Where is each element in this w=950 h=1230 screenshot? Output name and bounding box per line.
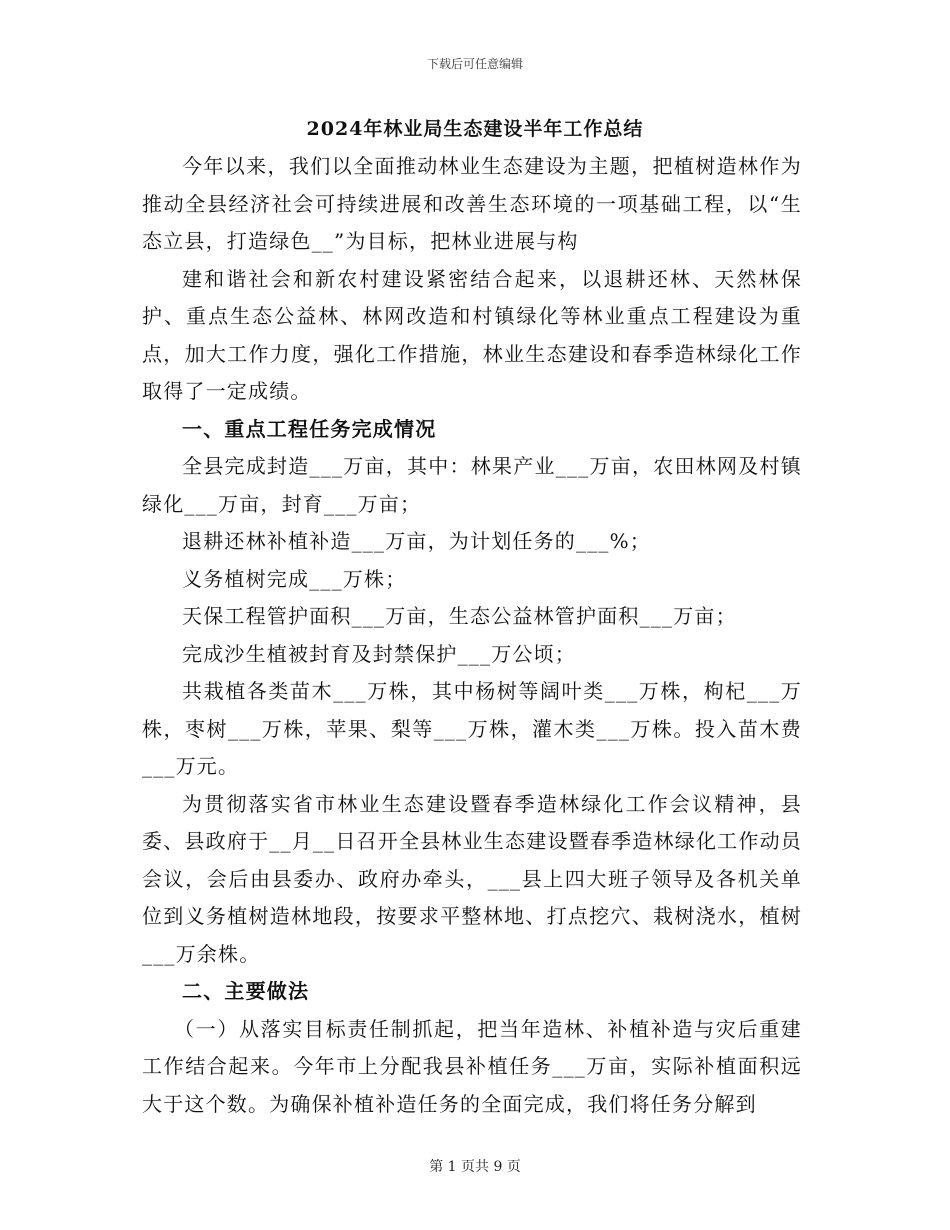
- paragraph: （一）从落实目标责任制抓起，把当年造林、补植补造与灾后重建工作结合起来。今年市上分配我县补植任务___万亩，实际补植面积远大于这个数。为确保补植补造任务的全面完成，我们将任务分解到: [142, 1016, 802, 1116]
- paragraph: 全县完成封造___万亩，其中：林果产业___万亩，农田林网及村镇绿化___万亩，封育___万亩；: [142, 454, 802, 516]
- paragraph: 为贯彻落实省市林业生态建设暨春季造林绿化工作会议精神，县委、县政府于__月__日召开全县林业生态建设暨春季造林绿化工作动员会议，会后由县委办、政府办牵头，___县上四大班子领导及各机关单位到义务植树造林地段，按要求平整林地、打点挖穴、栽树浇水，植树___万余株。: [142, 791, 802, 966]
- paragraph: 今年以来，我们以全面推动林业生态建设为主题，把植树造林作为推动全县经济社会可持续进展和改善生态环境的一项基础工程，以“生态立县，打造绿色__”为目标，把林业进展与构: [142, 154, 802, 253]
- paragraph: 天保工程管护面积___万亩，生态公益林管护面积___万亩；: [182, 604, 737, 628]
- paragraph: 建和谐社会和新农村建设紧密结合起来，以退耕还林、天然林保护、重点生态公益林、林网改造和村镇绿化等林业重点工程建设为重点，加大工作力度，强化工作措施，林业生态建设和春季造林绿化工作取得了一定成绩。: [142, 266, 802, 403]
- paragraph: 退耕还林补植补造___万亩，为计划任务的___%；: [182, 529, 652, 553]
- section-heading: 一、重点工程任务完成情况: [182, 416, 437, 441]
- paragraph: 完成沙生植被封育及封禁保护___万公顷；: [182, 641, 576, 666]
- page-footer: 第 1 页共 9 页: [429, 1159, 521, 1175]
- page-header: 下载后可任意编辑: [426, 57, 523, 71]
- document-title: 2024年林业局生态建设半年工作总结: [306, 118, 644, 140]
- paragraph: 义务植树完成___万株；: [182, 566, 407, 591]
- document-body: [142, 148, 802, 1123]
- paragraph: 共栽植各类苗木___万株，其中杨树等阔叶类___万株，枸杞___万株，枣树___万株，苹果、梨等___万株，灌木类___万株。投入苗木费___万元。: [142, 679, 802, 778]
- section-heading: 二、主要做法: [182, 979, 310, 1003]
